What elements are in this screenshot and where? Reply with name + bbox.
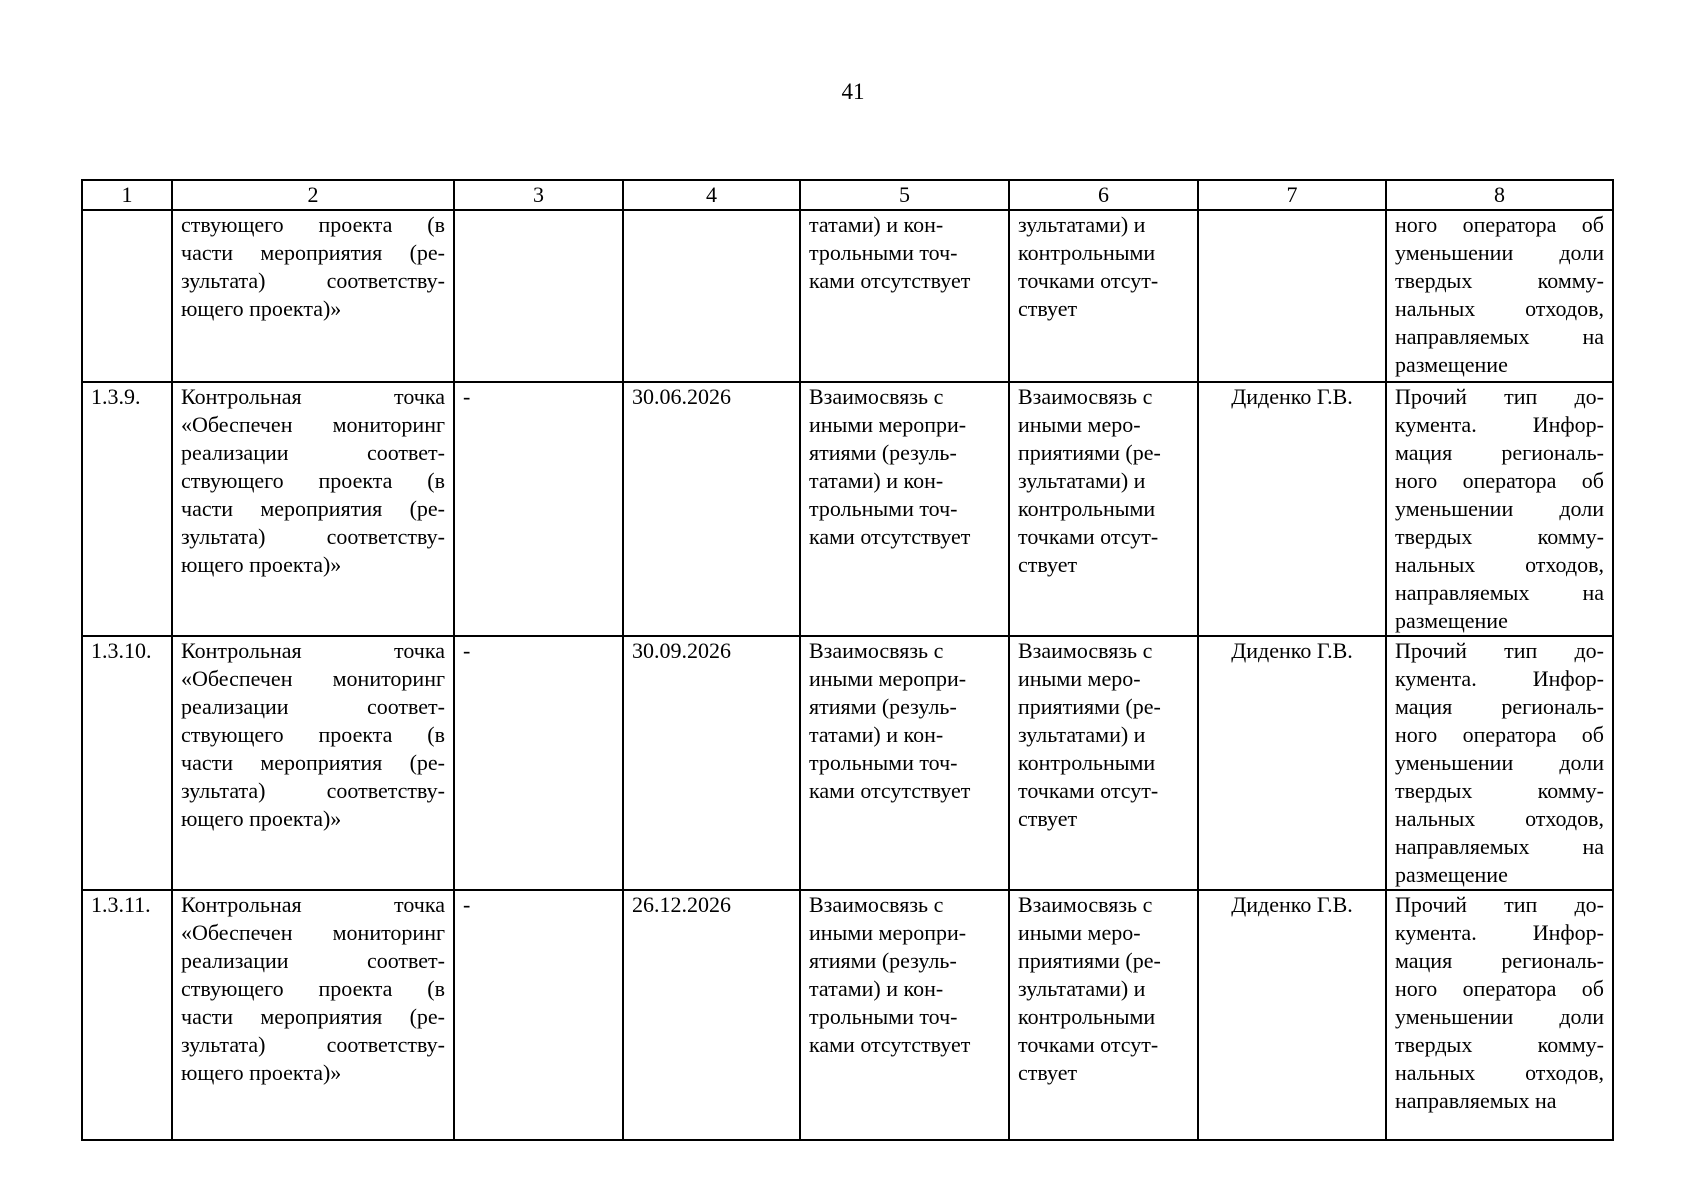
relationship-2-cell-line: приятиями (ре- (1018, 948, 1161, 973)
relationship-cell (800, 382, 1009, 636)
column-header-8: 8 (1386, 180, 1613, 210)
relationship-cell-line: иными меропри- (809, 666, 967, 691)
control-point-name-cell-line: ющего проекта)» (181, 806, 342, 831)
relationship-2-cell-line: контрольными (1018, 1004, 1156, 1029)
relationship-2-cell-line: точками отсут- (1018, 268, 1159, 293)
predecessor-cell (454, 210, 623, 382)
document-type-cell-line: размещение (1395, 608, 1508, 633)
relationship-cell (800, 890, 1009, 1140)
document-type-cell (1386, 890, 1613, 1140)
column-header-2: 2 (172, 180, 454, 210)
control-point-name-cell-line: Контрольная точка (181, 384, 445, 409)
relationship-2-cell (1009, 382, 1198, 636)
document-type-cell-line: кумента. Инфор- (1395, 666, 1604, 691)
document-type-cell-line: ного оператора об (1395, 976, 1604, 1001)
control-point-name-cell-line: зультата) соответству- (181, 268, 445, 293)
column-header-5: 5 (800, 180, 1009, 210)
relationship-cell-line: Взаимосвязь с (809, 384, 944, 409)
document-type-cell-line: нальных отходов, (1395, 296, 1604, 321)
control-point-name-cell-line: части мероприятия (ре- (181, 1004, 445, 1029)
relationship-2-cell-line: приятиями (ре- (1018, 440, 1161, 465)
control-point-name-cell-line: ющего проекта)» (181, 552, 342, 577)
relationship-2-cell-line: точками отсут- (1018, 778, 1159, 803)
relationship-2-cell-line: зультатами) и (1018, 212, 1146, 237)
control-point-name-cell (172, 382, 454, 636)
document-type-cell-line: твердых комму- (1395, 1032, 1604, 1057)
document-type-cell-line: твердых комму- (1395, 524, 1604, 549)
document-type-cell-line: нальных отходов, (1395, 1060, 1604, 1085)
control-point-name-cell-line: ствующего проекта (в (181, 468, 445, 493)
document-type-cell (1386, 382, 1613, 636)
predecessor-cell: - (454, 890, 623, 1140)
relationship-cell-line: ками отсутствует (809, 778, 971, 803)
column-header-3: 3 (454, 180, 623, 210)
control-point-name-cell-line: зультата) соответству- (181, 1032, 445, 1057)
relationship-2-cell-line: иными меро- (1018, 920, 1141, 945)
column-header-1: 1 (82, 180, 172, 210)
column-header-7: 7 (1198, 180, 1386, 210)
control-point-name-cell-line: Контрольная точка (181, 638, 445, 663)
table-header-row (82, 180, 1613, 210)
document-type-cell (1386, 210, 1613, 382)
row-number-cell: 1.3.9. (82, 382, 172, 636)
control-point-name-cell-line: части мероприятия (ре- (181, 240, 445, 265)
document-type-cell-line: направляемых на (1395, 580, 1604, 605)
relationship-cell-line: трольными точ- (809, 1004, 958, 1029)
control-point-name-cell-line: Контрольная точка (181, 892, 445, 917)
document-type-cell-line: мация региональ- (1395, 948, 1604, 973)
document-type-cell-line: ного оператора об (1395, 212, 1604, 237)
control-point-name-cell (172, 890, 454, 1140)
relationship-cell-line: ками отсутствует (809, 268, 971, 293)
relationship-cell-line: Взаимосвязь с (809, 638, 944, 663)
responsible-person-cell (1198, 210, 1386, 382)
control-point-name-cell-line: «Обеспечен мониторинг (181, 412, 445, 437)
deadline-date-cell: 26.12.2026 (623, 890, 800, 1140)
relationship-cell (800, 210, 1009, 382)
relationship-2-cell-line: иными меро- (1018, 666, 1141, 691)
table-row (82, 210, 1613, 382)
document-type-cell-line: направляемых на (1395, 834, 1604, 859)
document-type-cell-line: мация региональ- (1395, 694, 1604, 719)
relationship-cell-line: татами) и кон- (809, 212, 944, 237)
relationship-2-cell (1009, 636, 1198, 890)
relationship-cell-line: татами) и кон- (809, 722, 944, 747)
relationship-2-cell-line: ствует (1018, 806, 1078, 831)
relationship-cell-line: трольными точ- (809, 240, 958, 265)
relationship-2-cell-line: ствует (1018, 552, 1078, 577)
relationship-cell-line: ками отсутствует (809, 524, 971, 549)
deadline-date-cell: 30.09.2026 (623, 636, 800, 890)
relationship-2-cell-line: Взаимосвязь с (1018, 638, 1153, 663)
document-type-cell-line: твердых комму- (1395, 268, 1604, 293)
responsible-person-cell: Диденко Г.В. (1198, 636, 1386, 890)
responsible-person-cell: Диденко Г.В. (1198, 890, 1386, 1140)
relationship-cell (800, 636, 1009, 890)
control-point-name-cell-line: реализации соответ- (181, 440, 445, 465)
control-point-name-cell-line: ющего проекта)» (181, 1060, 342, 1085)
document-type-cell-line: уменьшении доли (1395, 240, 1604, 265)
relationship-2-cell-line: зультатами) и (1018, 976, 1146, 1001)
document-type-cell-line: размещение (1395, 862, 1508, 887)
document-type-cell-line: ного оператора об (1395, 468, 1604, 493)
responsible-person-cell: Диденко Г.В. (1198, 382, 1386, 636)
relationship-2-cell-line: Взаимосвязь с (1018, 892, 1153, 917)
document-type-cell-line: уменьшении доли (1395, 1004, 1604, 1029)
relationship-cell-line: ятиями (резуль- (809, 440, 957, 465)
document-type-cell-line: Прочий тип до- (1395, 384, 1604, 409)
relationship-2-cell-line: ствует (1018, 296, 1078, 321)
control-point-name-cell (172, 210, 454, 382)
predecessor-cell: - (454, 382, 623, 636)
table-body (82, 210, 1613, 1140)
table-row (82, 382, 1613, 636)
table-row (82, 636, 1613, 890)
document-type-cell-line: нальных отходов, (1395, 806, 1604, 831)
document-type-cell-line: направляемых на (1395, 324, 1604, 349)
relationship-2-cell-line: контрольными (1018, 240, 1156, 265)
relationship-cell-line: татами) и кон- (809, 468, 944, 493)
control-point-name-cell-line: зультата) соответству- (181, 524, 445, 549)
relationship-2-cell-line: точками отсут- (1018, 1032, 1159, 1057)
control-point-name-cell (172, 636, 454, 890)
control-point-name-cell-line: части мероприятия (ре- (181, 496, 445, 521)
plan-table (81, 179, 1614, 1141)
document-type-cell-line: Прочий тип до- (1395, 892, 1604, 917)
relationship-2-cell-line: ствует (1018, 1060, 1078, 1085)
document-type-cell-line: уменьшении доли (1395, 496, 1604, 521)
control-point-name-cell-line: ствующего проекта (в (181, 722, 445, 747)
relationship-cell-line: трольными точ- (809, 496, 958, 521)
relationship-cell-line: трольными точ- (809, 750, 958, 775)
control-point-name-cell-line: «Обеспечен мониторинг (181, 920, 445, 945)
document-type-cell-line: кумента. Инфор- (1395, 412, 1604, 437)
relationship-2-cell (1009, 210, 1198, 382)
relationship-2-cell-line: Взаимосвязь с (1018, 384, 1153, 409)
document-type-cell (1386, 636, 1613, 890)
control-point-name-cell-line: «Обеспечен мониторинг (181, 666, 445, 691)
column-header-4: 4 (623, 180, 800, 210)
column-header-6: 6 (1009, 180, 1198, 210)
relationship-cell-line: иными меропри- (809, 412, 967, 437)
control-point-name-cell-line: ющего проекта)» (181, 296, 342, 321)
predecessor-cell: - (454, 636, 623, 890)
control-point-name-cell-line: реализации соответ- (181, 948, 445, 973)
document-type-cell-line: кумента. Инфор- (1395, 920, 1604, 945)
row-number-cell: 1.3.11. (82, 890, 172, 1140)
page-number: 41 (841, 79, 865, 104)
relationship-cell-line: татами) и кон- (809, 976, 944, 1001)
deadline-date-cell: 30.06.2026 (623, 382, 800, 636)
table-row (82, 890, 1613, 1140)
row-number-cell: 1.3.10. (82, 636, 172, 890)
relationship-cell-line: Взаимосвязь с (809, 892, 944, 917)
document-type-cell-line: уменьшении доли (1395, 750, 1604, 775)
relationship-2-cell-line: зультатами) и (1018, 468, 1146, 493)
relationship-cell-line: иными меропри- (809, 920, 967, 945)
relationship-2-cell-line: иными меро- (1018, 412, 1141, 437)
document-type-cell-line: Прочий тип до- (1395, 638, 1604, 663)
relationship-2-cell-line: контрольными (1018, 496, 1156, 521)
document-type-cell-line: направляемых на (1395, 1088, 1557, 1113)
control-point-name-cell-line: зультата) соответству- (181, 778, 445, 803)
document-type-cell-line: размещение (1395, 352, 1508, 377)
relationship-cell-line: ками отсутствует (809, 1032, 971, 1057)
document-type-cell-line: мация региональ- (1395, 440, 1604, 465)
row-number-cell (82, 210, 172, 382)
control-point-name-cell-line: части мероприятия (ре- (181, 750, 445, 775)
relationship-cell-line: ятиями (резуль- (809, 694, 957, 719)
document-type-cell-line: нальных отходов, (1395, 552, 1604, 577)
relationship-cell-line: ятиями (резуль- (809, 948, 957, 973)
control-point-name-cell-line: ствующего проекта (в (181, 976, 445, 1001)
document-type-cell-line: твердых комму- (1395, 778, 1604, 803)
control-point-name-cell-line: ствующего проекта (в (181, 212, 445, 237)
document-type-cell-line: ного оператора об (1395, 722, 1604, 747)
relationship-2-cell (1009, 890, 1198, 1140)
relationship-2-cell-line: точками отсут- (1018, 524, 1159, 549)
relationship-2-cell-line: контрольными (1018, 750, 1156, 775)
control-point-name-cell-line: реализации соответ- (181, 694, 445, 719)
relationship-2-cell-line: приятиями (ре- (1018, 694, 1161, 719)
deadline-date-cell (623, 210, 800, 382)
relationship-2-cell-line: зультатами) и (1018, 722, 1146, 747)
